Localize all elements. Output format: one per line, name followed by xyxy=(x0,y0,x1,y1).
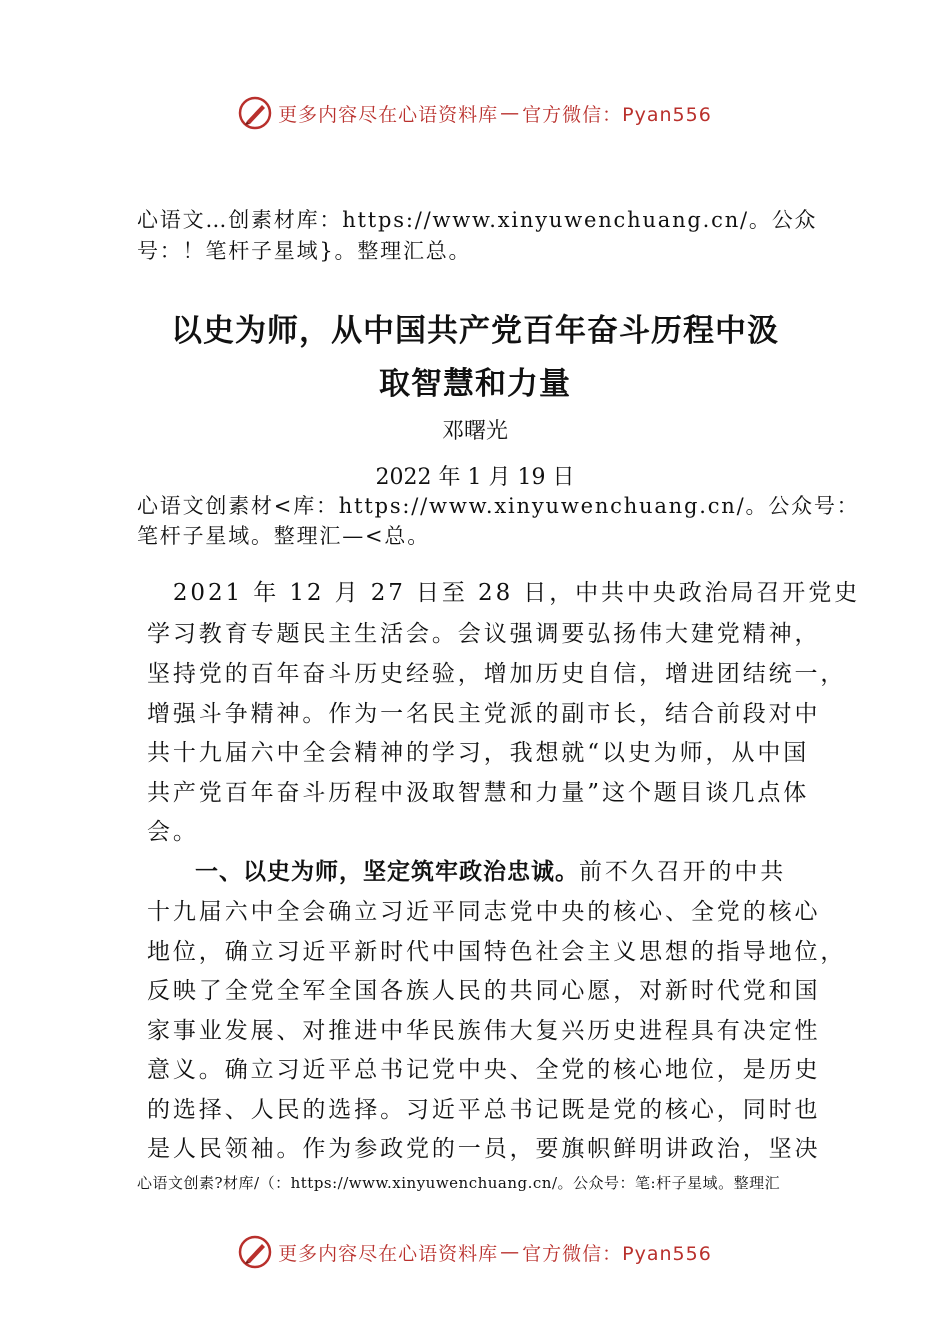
paragraph-line: 2021 年 12 月 27 日至 28 日，中共中央政治局召开党史 xyxy=(147,580,861,606)
source-note-line: 心语文…创素材库：https://www.xinyuwenchuang.cn/。公众 xyxy=(137,208,818,232)
footer-banner xyxy=(0,1232,950,1272)
article-author: 邓曙光 xyxy=(441,419,508,444)
banner-text: 更多内容尽在心语资料库 xyxy=(278,1242,499,1265)
paragraph-line: 家事业发展、对推进中华民族伟大复兴历史进程具有决定性 xyxy=(147,1018,821,1044)
paragraph-line: 的选择、人民的选择。习近平总书记既是党的核心，同时也 xyxy=(147,1097,821,1123)
paragraph-line: 地位，确立习近平新时代中国特色社会主义思想的指导地位， xyxy=(147,939,847,965)
banner-separator: — xyxy=(500,1241,521,1263)
paragraph-line: 意义。确立习近平总书记党中央、全党的核心地位，是历史 xyxy=(147,1057,821,1083)
paragraph-text: 前不久召开的中共 xyxy=(579,859,787,885)
source-note-line: 心语文创素材<库：https://www.xinyuwenchuang.cn/。公众号： xyxy=(137,494,860,518)
source-note-line: 号：！笔杆子星域}。整理汇总。 xyxy=(137,239,472,263)
paragraph-line: 会。 xyxy=(147,819,199,845)
paragraph-line: 共产党百年奋斗历程中汲取智慧和力量”这个题目谈几点体 xyxy=(147,780,810,806)
banner-wechat: 官方微信：Pyan556 xyxy=(522,103,712,126)
pen-logo-icon xyxy=(238,96,272,130)
banner-separator: — xyxy=(500,102,521,124)
section-heading-line xyxy=(195,857,786,887)
article-date: 2022 年 1 月 19 日 xyxy=(375,465,575,490)
paragraph-line: 是人民领袖。作为参政党的一员，要旗帜鲜明讲政治，坚决 xyxy=(147,1136,821,1162)
paragraph-line: 学习教育专题民主生活会。会议强调要弘扬伟大建党精神， xyxy=(147,621,821,647)
header-banner xyxy=(0,93,950,133)
article-title-line: 取智慧和力量 xyxy=(379,366,571,402)
paragraph-line: 共十九届六中全会精神的学习，我想就“以史为师，从中国 xyxy=(147,740,810,766)
source-note-line: 笔杆子星域。整理汇—<总。 xyxy=(137,524,430,548)
paragraph-line: 十九届六中全会确立习近平同志党中央的核心、全党的核心 xyxy=(147,899,821,925)
article-title-line: 以史为师，从中国共产党百年奋斗历程中汲 xyxy=(171,313,779,349)
paragraph-line: 反映了全党全军全国各族人民的共同心愿，对新时代党和国 xyxy=(147,978,821,1004)
banner-wechat: 官方微信：Pyan556 xyxy=(522,1242,712,1265)
paragraph-line: 增强斗争精神。作为一名民主党派的副市长，结合前段对中 xyxy=(147,701,821,727)
pen-logo-icon xyxy=(238,1235,272,1269)
source-note-footer: 心语文创素?材库/（：https://www.xinyuwenchuang.cn/。公众号：笔:杆子星域。整理汇 xyxy=(137,1174,781,1192)
section-heading: 一、以史为师，坚定筑牢政治忠诚。 xyxy=(195,859,579,885)
banner-text: 更多内容尽在心语资料库 xyxy=(278,103,499,126)
paragraph-line: 坚持党的百年奋斗历史经验，增加历史自信，增进团结统一， xyxy=(147,661,847,687)
